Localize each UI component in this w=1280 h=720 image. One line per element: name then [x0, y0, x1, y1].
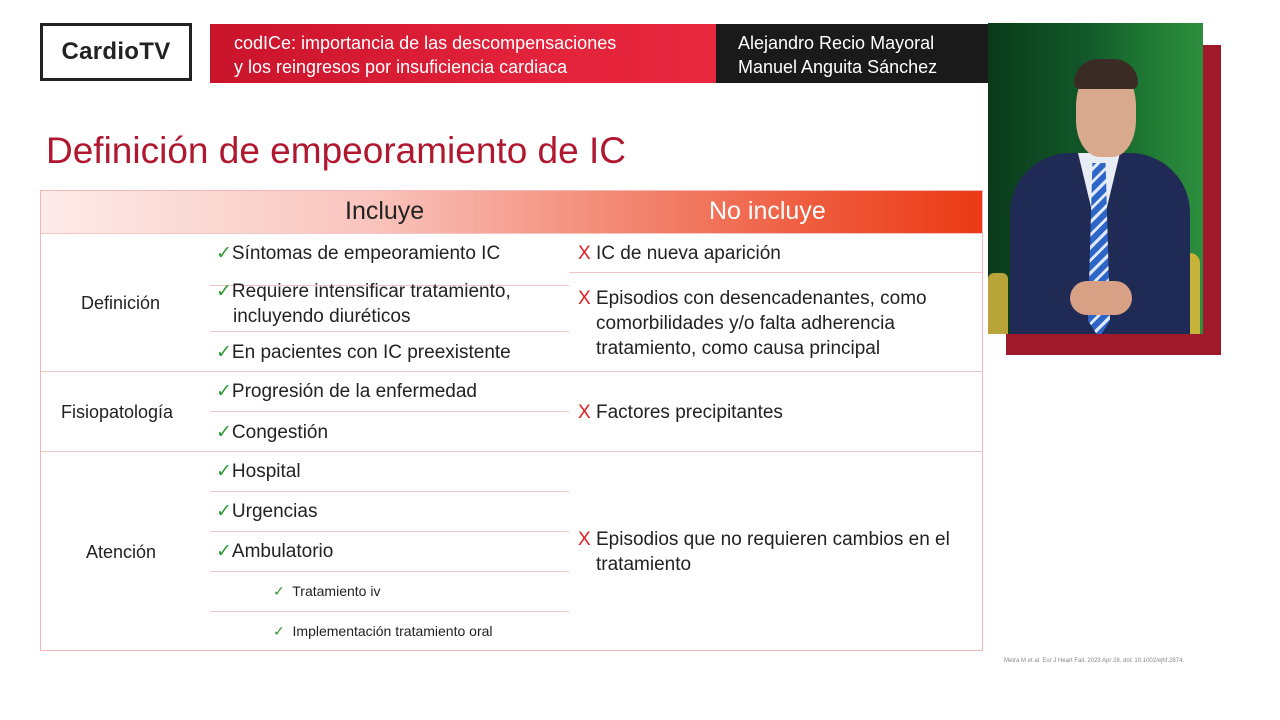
- exclude-item: X IC de nueva aparición: [578, 243, 781, 264]
- presenter-video: [988, 23, 1203, 334]
- check-icon: ✓: [216, 342, 232, 363]
- logo-text: CardioTV: [61, 38, 171, 65]
- reference-citation: Metra M et al. Eur J Heart Fail. 2023 Apr 28. doi: 10.1002/ejhf.2874.: [1004, 658, 1185, 664]
- exclude-item-continuation: tratamiento: [596, 554, 692, 575]
- include-item: ✓En pacientes con IC preexistente: [216, 342, 511, 363]
- check-icon: ✓: [273, 623, 285, 639]
- include-item: ✓Progresión de la enfermedad: [216, 381, 477, 402]
- check-icon: ✓: [216, 381, 232, 402]
- check-icon: ✓: [216, 422, 232, 443]
- author-1: Alejandro Recio Mayoral: [738, 33, 935, 53]
- exclude-item: X Episodios con desencadenantes, como: [578, 288, 927, 309]
- row-divider: [210, 411, 569, 412]
- check-icon: ✓: [273, 583, 285, 599]
- row-divider: [569, 272, 982, 273]
- include-item: ✓Requiere intensificar tratamiento,: [216, 281, 511, 302]
- exclude-item: X Factores precipitantes: [578, 402, 783, 423]
- include-item: ✓Ambulatorio: [216, 541, 334, 562]
- row-label-atencion: Atención: [86, 542, 157, 562]
- row-divider: [41, 233, 982, 234]
- include-item: ✓Hospital: [216, 461, 301, 482]
- include-item: ✓Síntomas de empeoramiento IC: [216, 243, 501, 264]
- row-divider: [210, 531, 569, 532]
- include-item: ✓Congestión: [216, 422, 329, 443]
- x-icon: X: [578, 402, 591, 423]
- x-icon: X: [578, 288, 591, 309]
- section-divider: [41, 371, 982, 372]
- check-icon: ✓: [216, 461, 232, 482]
- header-includes: Incluye: [345, 197, 425, 225]
- row-divider: [210, 331, 569, 332]
- cardiotv-logo: [40, 23, 192, 81]
- talk-title-line-2: y los reingresos por insuficiencia cardiaca: [234, 57, 568, 77]
- header-excludes: No incluye: [709, 197, 826, 225]
- definition-table: [40, 190, 983, 651]
- row-label-definicion: Definición: [81, 293, 161, 313]
- row-divider: [210, 491, 569, 492]
- check-icon: ✓: [216, 243, 232, 264]
- check-icon: ✓: [216, 281, 232, 302]
- row-divider: [210, 571, 569, 572]
- check-icon: ✓: [216, 541, 232, 562]
- slide-title: Definición de empeoramiento de IC: [46, 130, 626, 171]
- exclude-item-continuation: tratamiento, como causa principal: [596, 338, 881, 359]
- authors-banner: [716, 24, 990, 83]
- check-icon: ✓: [216, 501, 232, 522]
- include-item-continuation: incluyendo diuréticos: [233, 306, 411, 327]
- table-header: [41, 191, 982, 233]
- author-2: Manuel Anguita Sánchez: [738, 57, 938, 77]
- exclude-item-continuation: comorbilidades y/o falta adherencia: [596, 313, 895, 334]
- exclude-item: X Episodios que no requieren cambios en el: [578, 529, 950, 550]
- row-divider: [210, 611, 569, 612]
- include-item: ✓Urgencias: [216, 501, 318, 522]
- row-label-fisiopatologia: Fisiopatología: [61, 402, 174, 422]
- sub-include-item: ✓ Tratamiento iv: [273, 583, 381, 599]
- sub-include-item: ✓ Implementación tratamiento oral: [273, 623, 493, 639]
- talk-title-line-1: codICe: importancia de las descompensaciones: [234, 33, 617, 53]
- x-icon: X: [578, 529, 591, 550]
- section-divider: [41, 451, 982, 452]
- x-icon: X: [578, 243, 591, 264]
- talk-title-banner: [210, 24, 718, 83]
